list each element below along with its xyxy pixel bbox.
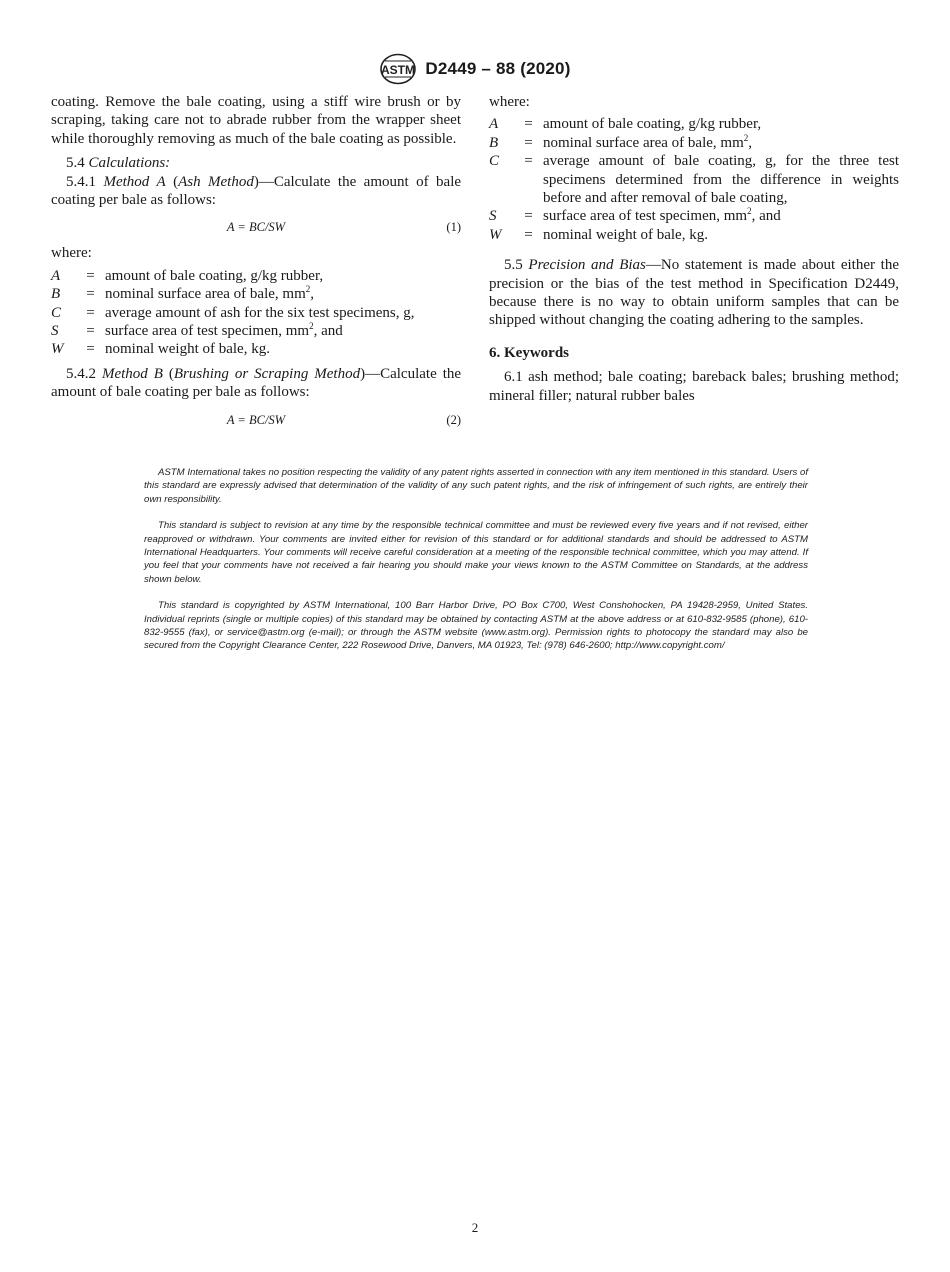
section-6-heading: 6. Keywords bbox=[489, 344, 569, 361]
definition-row: A = amount of bale coating, g/kg rubber, bbox=[51, 267, 324, 284]
copyright-notice: This standard is copyrighted by ASTM International, 100 Barr Harbor Drive, PO Box C700, West Conshohocken, PA 19428-2959, United States. Individual reprints (single or multiple copies) of this standard may be obtained by contacting ASTM at the above address or at 610-832-9585 (phone), 610-832-9555 (fax), or service@astm.org (e-mail); or through the ASTM website (www.astm.org). Permission rights to photocopy the standard may also be secured from the Copyright Clearance Center, 222 Rosewood Drive, Danvers, MA 01923, Tel: (978) 646-2600; http://www.copyright.com/ bbox=[144, 600, 808, 652]
section-5-4-2: 5.4.2 Method B (Brushing or Scraping Method)—Calculate the amount of bale coating per bale as follows: bbox=[51, 365, 462, 401]
definition-row: B = nominal surface area of bale, $mm^2$, bbox=[51, 284, 314, 303]
definition-row: C = average amount of bale coating, g, for the three test specimens determined from the difference in weights before and after removal of bale coating, bbox=[489, 153, 899, 207]
svg-text:ASTM: ASTM bbox=[381, 63, 416, 77]
definition-row: C = average amount of ash for the six test specimens, g, bbox=[51, 304, 415, 321]
legal-footer bbox=[144, 466, 808, 666]
left-column bbox=[51, 93, 461, 437]
definition-row: A = amount of bale coating, g/kg rubber, bbox=[489, 116, 762, 133]
astm-logo-icon bbox=[379, 53, 417, 85]
patent-notice: ASTM International takes no position respecting the validity of any patent rights asserted in connection with any item mentioned in this standard. Users of this standard are expressly advised that determination of the validity of any such patent rights, and the risk of infringement of such rights, are entirely their own responsibility. bbox=[144, 467, 808, 505]
section-5-4: 5.4 Calculations: bbox=[66, 155, 171, 172]
section-6-1: 6.1 ash method; bale coating; bareback bales; brushing method; mineral filler; natural rubber bales bbox=[489, 369, 899, 404]
where-label: where: bbox=[51, 245, 92, 262]
page-header bbox=[0, 52, 950, 86]
definition-row: W = nominal weight of bale, kg. bbox=[489, 226, 708, 243]
definition-list bbox=[51, 267, 461, 359]
revision-notice: This standard is subject to revision at any time by the responsible technical committee and must be reviewed every five years and if not revised, either reapproved or withdrawn. Your comments are invited either for revision of this standard or for additional standards and should be addressed to ASTM International Headquarters. Your comments will receive careful consideration at a meeting of the responsible technical committee, which you may attend. If you feel that your comments have not received a fair hearing you should make your views known to the ASTM Committee on Standards, at the address shown below. bbox=[144, 520, 808, 585]
equation-number: (1) bbox=[446, 220, 461, 235]
designation-title: D2449 – 88 (2020) bbox=[425, 59, 571, 78]
section-5-5: 5.5 Precision and Bias—No statement is made about either the precision or the bias of the test method in Specification D2449, because there is no way to obtain uniform samples that can be shipped without changing the coating adhering to the samples. bbox=[489, 257, 899, 329]
section-5-4-1: 5.4.1 Method A (Ash Method)—Calculate the amount of bale coating per bale as follows: bbox=[51, 173, 462, 209]
intro-paragraph: coating. Remove the bale coating, using a stiff wire brush or by scraping, taking care not to abrade rubber from the wrapper sheet while thoroughly removing as much of the bale coating as possible. bbox=[51, 94, 461, 147]
definition-row: W = nominal weight of bale, kg. bbox=[51, 341, 270, 358]
definition-row: S = surface area of test specimen, $mm^2$, and bbox=[51, 321, 343, 340]
equation-formula: A = BC/SW bbox=[226, 220, 286, 235]
definition-row: B = nominal surface area of bale, $mm^2$, bbox=[489, 132, 752, 151]
definition-list bbox=[489, 115, 899, 244]
where-label: where: bbox=[489, 94, 530, 110]
equation-formula: A = BC/SW bbox=[226, 412, 286, 427]
equation-2 bbox=[51, 409, 461, 429]
definition-row: S = surface area of test specimen, $mm^2$, and bbox=[489, 206, 781, 225]
page-number: 2 bbox=[471, 1220, 479, 1235]
equation-number: (2) bbox=[446, 412, 461, 427]
equation-1 bbox=[51, 216, 461, 236]
right-column bbox=[489, 93, 899, 405]
